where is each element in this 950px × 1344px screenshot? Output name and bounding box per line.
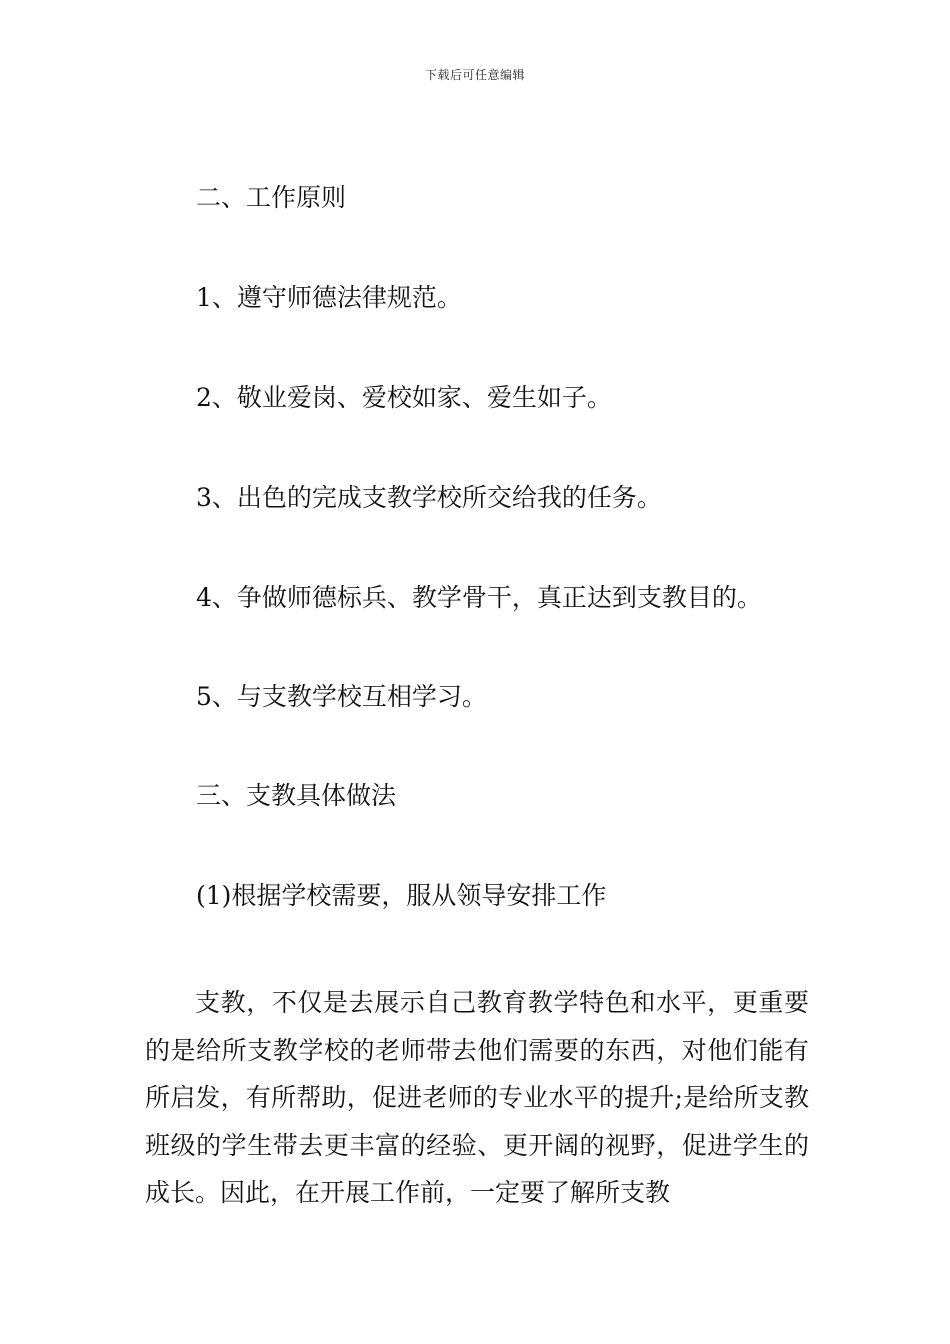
- section-heading-methods: 三、支教具体做法: [196, 781, 397, 810]
- principle-item-4: 4、争做师德标兵、教学骨干，真正达到支教目的。: [196, 583, 762, 612]
- header-note: 下载后可任意编辑: [424, 68, 525, 82]
- principle-item-1: 1、遵守师德法律规范。: [196, 283, 462, 312]
- body-paragraph: 支教，不仅是去展示自己教育教学特色和水平，更重要的是给所支教学校的老师带去他们需要的东西，对他们能有所启发，有所帮助，促进老师的专业水平的提升;是给所支教班级的学生带去更丰富的经验、更开阔的视野，促进学生的成长。因此，在开展工作前，一定要了解所支教: [145, 988, 809, 1208]
- principle-item-3: 3、出色的完成支教学校所交给我的任务。: [196, 483, 662, 512]
- principle-item-5: 5、与支教学校互相学习。: [196, 682, 487, 711]
- method-subheading-1: (1)根据学校需要，服从领导安排工作: [196, 881, 607, 910]
- section-heading-principles: 二、工作原则: [196, 183, 347, 212]
- principle-item-2: 2、敬业爱岗、爱校如家、爱生如子。: [196, 383, 612, 412]
